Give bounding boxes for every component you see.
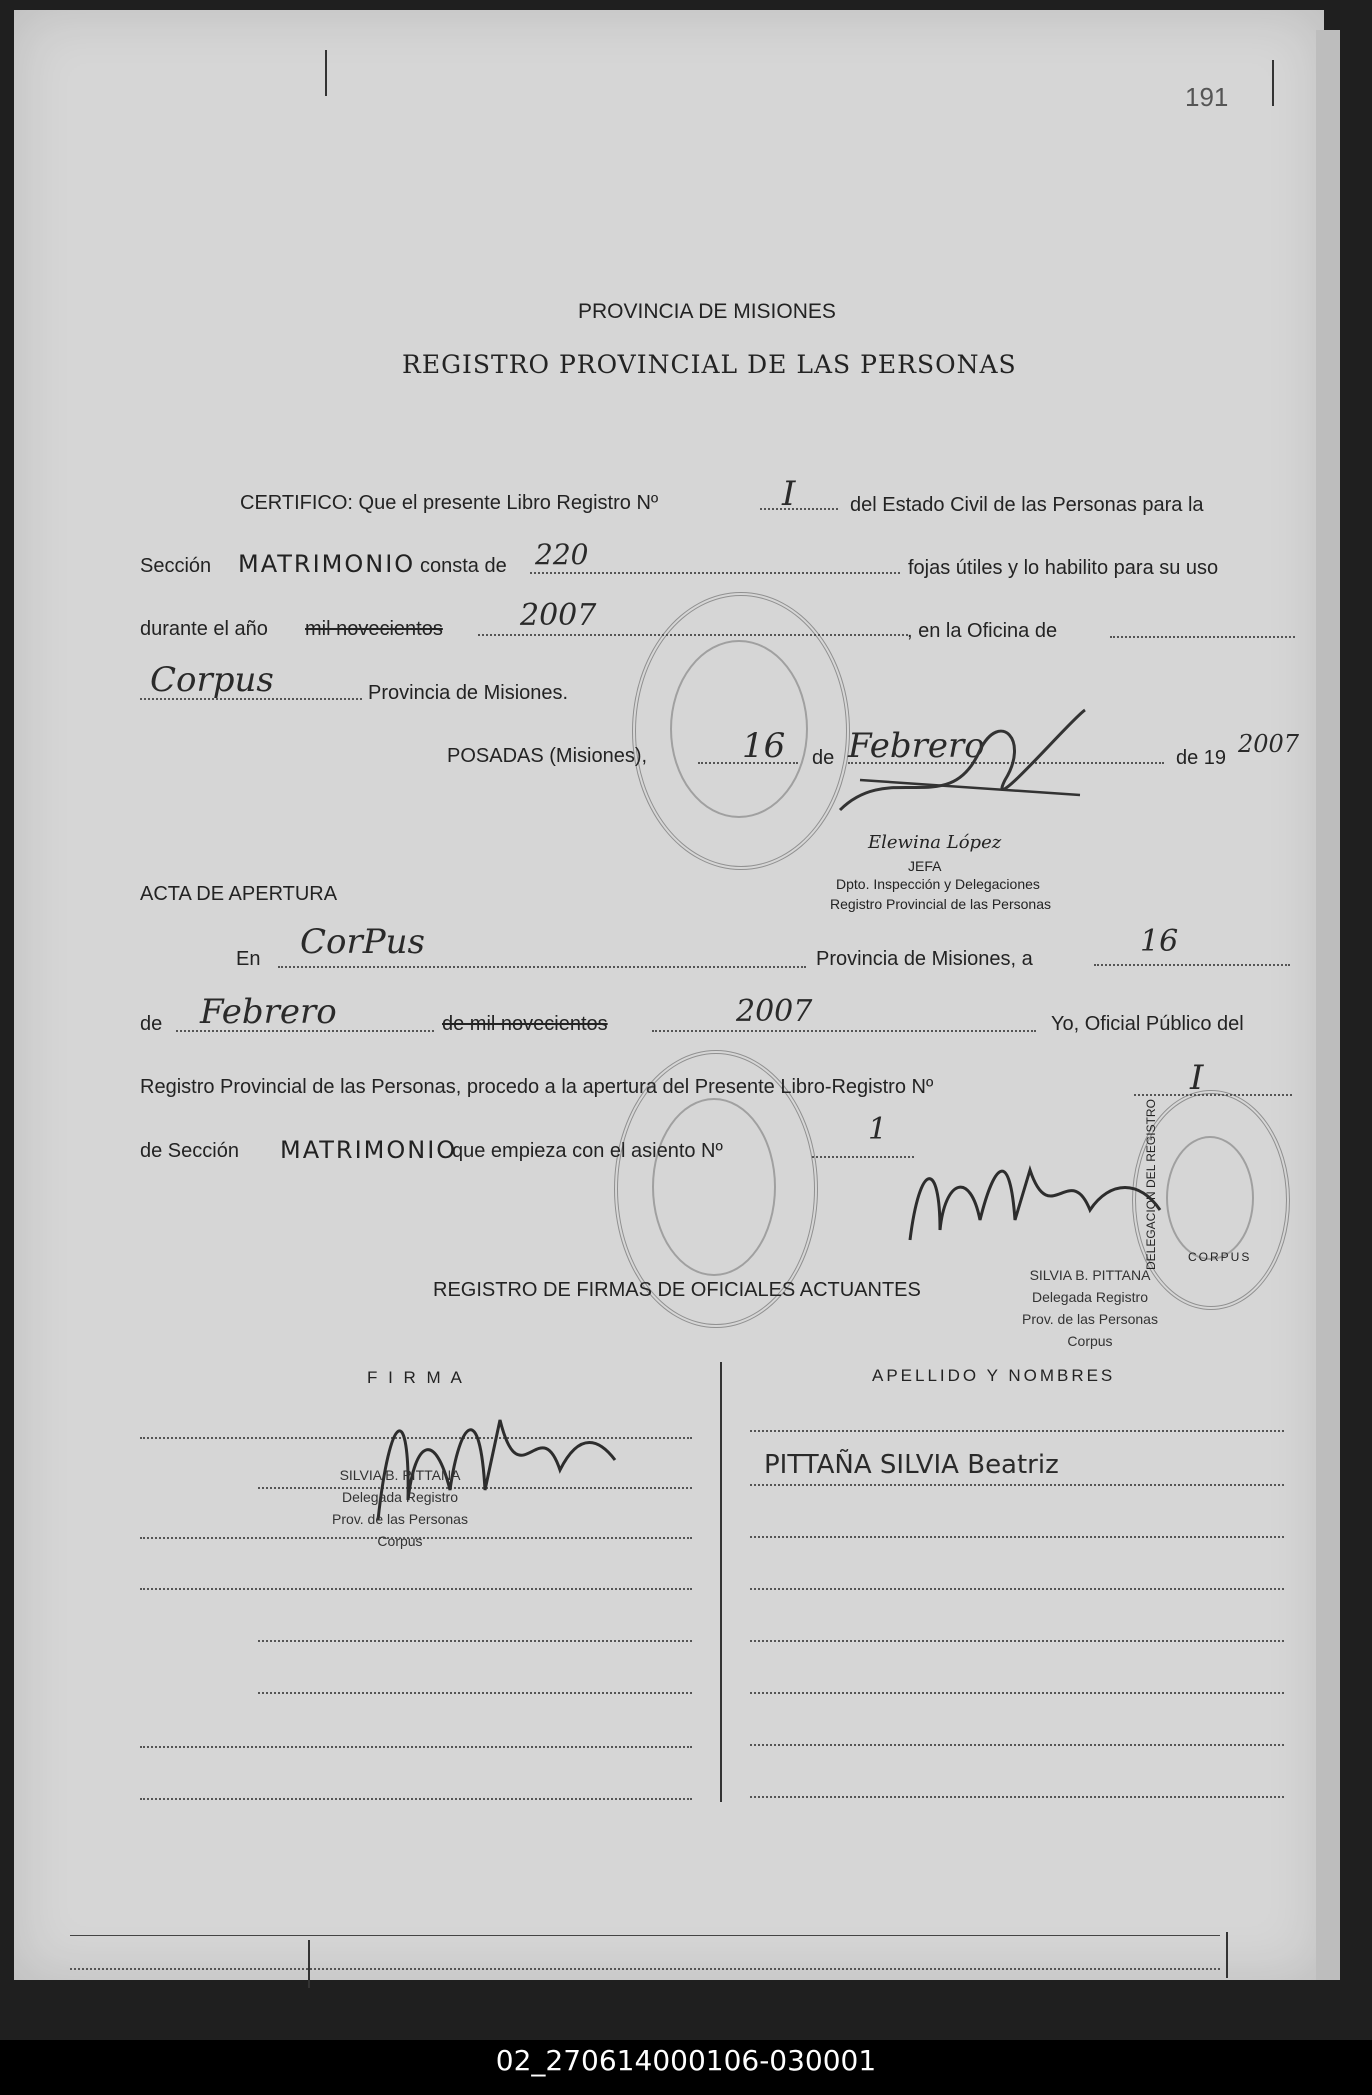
consta-label: consta de (420, 555, 507, 577)
top-mark-left (325, 50, 327, 96)
bottom-mark-left (308, 1940, 310, 1988)
jefa-registry: Registro Provincial de las Personas (830, 896, 1051, 912)
nombre-line-4 (750, 1588, 1284, 1590)
delegada-name-2: SILVIA B. PITTANA (339, 1467, 461, 1483)
anio-value: 2007 (520, 598, 597, 633)
delegada-stamp-1 (990, 1264, 1190, 1352)
province-heading: PROVINCIA DE MISIONES (578, 300, 836, 323)
nombre-line-6 (750, 1692, 1284, 1694)
acta-dia-field (1094, 964, 1290, 966)
acta-provincia-label: Provincia de Misiones, a (816, 948, 1033, 970)
oficina-field-1 (1110, 636, 1295, 638)
acta-asiento-label: que empieza con el asiento Nº (452, 1140, 723, 1162)
nombre-value-1: PITTAÑA SILVIA Beatriz (764, 1450, 1059, 1480)
firmas-col-nombres: APELLIDO Y NOMBRES (872, 1366, 1116, 1385)
acta-seccion-label: de Sección (140, 1140, 239, 1162)
acta-seccion-value: MATRIMONIO (280, 1136, 458, 1164)
top-mark-right (1272, 60, 1274, 106)
fojas-value: 220 (535, 538, 589, 571)
bottom-mark-right (1226, 1932, 1228, 1978)
scan-code: 02_270614000106-030001 (495, 2044, 877, 2077)
delegada-role-1: Delegada Registro (1032, 1289, 1148, 1305)
jefa-title: JEFA (908, 858, 942, 874)
acta-asiento-value: 1 (868, 1112, 888, 1147)
delegada-place-1: Corpus (1067, 1333, 1113, 1349)
acta-en-value: CorPus (300, 922, 425, 962)
acta-anio-field (652, 1030, 1036, 1032)
acta-asiento-field (812, 1156, 914, 1158)
nombre-line-8 (750, 1796, 1284, 1798)
registry-seal-1-inner (670, 640, 808, 818)
bottom-line-1 (70, 1935, 1220, 1936)
delegacion-seal-place: CORPUS (1188, 1250, 1252, 1264)
nombre-line-3 (750, 1536, 1284, 1538)
de-label: de (812, 747, 835, 769)
delegada-name-1: SILVIA B. PITTANA (1029, 1267, 1151, 1283)
acta-mes-value: Febrero (200, 992, 337, 1032)
fojas-suffix: fojas útiles y lo habilito para su uso (908, 557, 1219, 579)
delegada-org-2: Prov. de las Personas (332, 1511, 468, 1527)
nombre-line-5 (750, 1640, 1284, 1642)
acta-libro-numero: I (1190, 1058, 1204, 1098)
firmas-title: REGISTRO DE FIRMAS DE OFICIALES ACTUANTES (433, 1279, 921, 1301)
registry-heading: REGISTRO PROVINCIAL DE LAS PERSONAS (402, 350, 1017, 379)
delegada-place-2: Corpus (377, 1533, 423, 1549)
oficina-label: , en la Oficina de (907, 620, 1058, 642)
acta-registro-line: Registro Provincial de las Personas, procedo a la apertura del Presente Libro-Registro Nº (140, 1076, 934, 1098)
firma-line-7 (140, 1746, 692, 1748)
libro-numero: I (782, 474, 796, 514)
nombre-line-2 (750, 1484, 1284, 1486)
durante-label: durante el año (140, 618, 268, 640)
acta-anio-value: 2007 (736, 994, 813, 1029)
firma-line-6 (258, 1692, 692, 1694)
corner-number: 191 (1185, 82, 1229, 112)
page-edge (1316, 30, 1340, 1980)
de19-label: de 19 (1176, 747, 1227, 769)
firma-line-8 (140, 1798, 692, 1800)
firmas-col-firma: F I R M A (367, 1368, 465, 1387)
provincia-label: Provincia de Misiones. (368, 682, 569, 704)
nombre-line-1 (750, 1430, 1284, 1432)
jefa-name: Elewina López (868, 832, 1002, 853)
jefa-signature (830, 700, 1090, 850)
acta-de-mil-struck: de mil novecientos (442, 1013, 608, 1035)
nombre-line-7 (750, 1744, 1284, 1746)
seccion-label: Sección (140, 555, 212, 577)
durante-struck: mil novecientos (305, 618, 443, 640)
mes-value: Febrero (848, 726, 985, 766)
acta-en-field (278, 966, 806, 968)
posadas-label: POSADAS (Misiones), (447, 745, 648, 767)
acta-title: ACTA DE APERTURA (140, 883, 338, 905)
seccion-value: MATRIMONIO (238, 550, 416, 578)
libro-field (760, 508, 838, 510)
delegacion-seal-text: DELEGACION DEL REGISTRO (1144, 1099, 1158, 1270)
delegada-stamp-2 (300, 1464, 500, 1552)
acta-de-label: de (140, 1013, 163, 1035)
registry-seal-2-inner (652, 1098, 776, 1276)
acta-en-label: En (236, 948, 261, 970)
firma-line-4 (140, 1588, 692, 1590)
jefa-dept: Dpto. Inspección y Delegaciones (836, 876, 1040, 892)
anio-final: 2007 (1238, 730, 1300, 758)
cert-line1-prefix: CERTIFICO: Que el presente Libro Registro Nº (240, 492, 659, 514)
firma-line-5 (258, 1640, 692, 1642)
firmas-column-divider (720, 1362, 722, 1802)
dia-value: 16 (742, 726, 786, 766)
bottom-line-2 (70, 1968, 1220, 1970)
delegada-org-1: Prov. de las Personas (1022, 1311, 1158, 1327)
oficina-value: Corpus (150, 660, 274, 700)
delegada-role-2: Delegada Registro (342, 1489, 458, 1505)
delegada-signature-1 (900, 1140, 1180, 1260)
cert-line1-suffix: del Estado Civil de las Personas para la (850, 494, 1204, 516)
acta-yo-label: Yo, Oficial Público del (1051, 1013, 1244, 1035)
acta-dia-value: 16 (1140, 924, 1179, 959)
fojas-field (530, 572, 900, 574)
